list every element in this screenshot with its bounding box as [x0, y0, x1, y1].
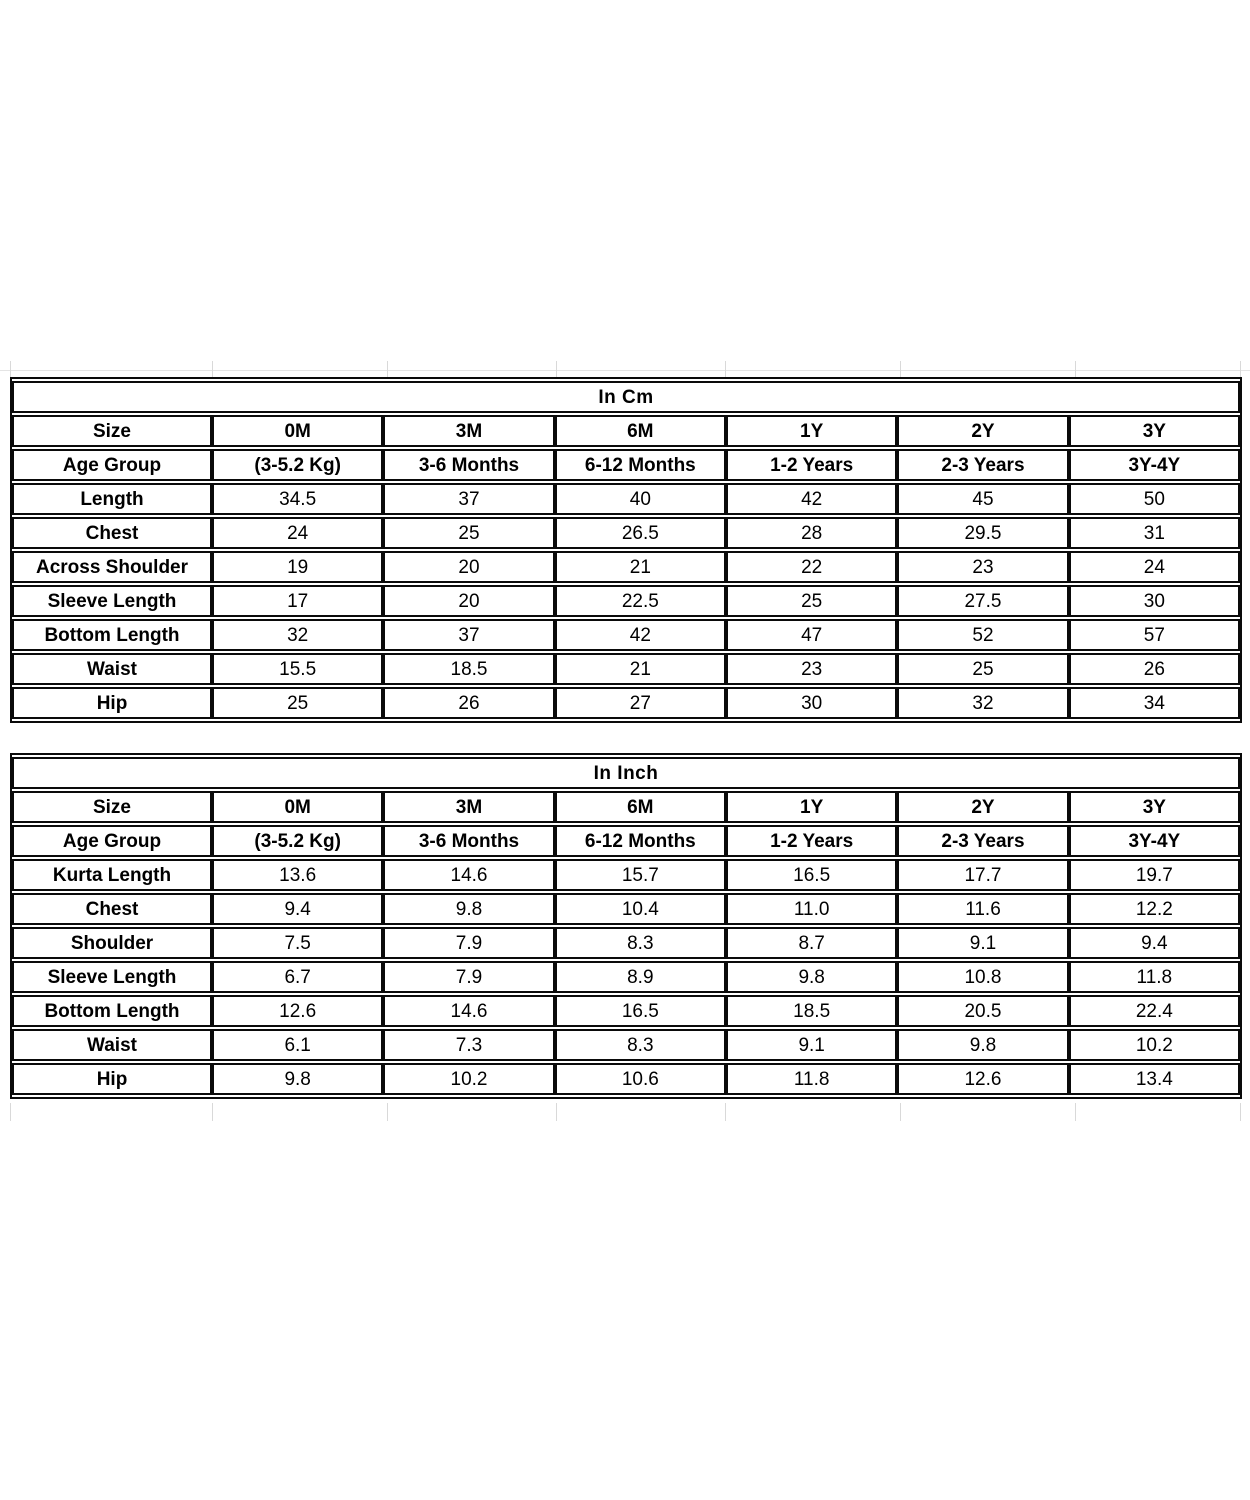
- measurement-value: 10.2: [383, 1063, 554, 1095]
- inch-table-title: In Inch: [12, 757, 1240, 789]
- size-column-header: 0M: [212, 791, 383, 823]
- measurement-value: 9.4: [212, 893, 383, 925]
- measurement-value: 13.6: [212, 859, 383, 891]
- measurement-row: [12, 961, 1240, 993]
- measurement-value: 6.7: [212, 961, 383, 993]
- age-group-column-header: 6-12 Months: [555, 825, 726, 857]
- size-row-label: Size: [12, 791, 212, 823]
- measurement-value: 22.5: [555, 585, 726, 617]
- age-group-column-header: 3-6 Months: [383, 825, 554, 857]
- measurement-value: 19.7: [1069, 859, 1240, 891]
- size-column-header: 6M: [555, 791, 726, 823]
- measurement-value: 9.4: [1069, 927, 1240, 959]
- measurement-value: 30: [1069, 585, 1240, 617]
- gridline-stub: [900, 1103, 901, 1121]
- inch-size-table: [12, 755, 1240, 1097]
- measurement-value: 50: [1069, 483, 1240, 515]
- measurement-value: 19: [212, 551, 383, 583]
- measurement-value: 25: [212, 687, 383, 719]
- measurement-value: 9.1: [897, 927, 1068, 959]
- measurement-value: 25: [726, 585, 897, 617]
- measurement-value: 8.7: [726, 927, 897, 959]
- measurement-value: 24: [1069, 551, 1240, 583]
- measurement-row: [12, 585, 1240, 617]
- measurement-value: 42: [555, 619, 726, 651]
- measurement-value: 30: [726, 687, 897, 719]
- measurement-label: Chest: [12, 893, 212, 925]
- measurement-value: 37: [383, 619, 554, 651]
- gridline-stub: [387, 361, 388, 377]
- measurement-value: 42: [726, 483, 897, 515]
- title-row: [12, 757, 1240, 789]
- measurement-value: 10.8: [897, 961, 1068, 993]
- gridline-stub: [556, 361, 557, 377]
- measurement-value: 10.2: [1069, 1029, 1240, 1061]
- measurement-row: [12, 653, 1240, 685]
- age-group-column-header: 2-3 Years: [897, 449, 1068, 481]
- measurement-value: 15.7: [555, 859, 726, 891]
- measurement-row: [12, 995, 1240, 1027]
- measurement-value: 11.6: [897, 893, 1068, 925]
- measurement-row: [12, 1029, 1240, 1061]
- measurement-value: 12.6: [897, 1063, 1068, 1095]
- size-column-header: 3M: [383, 415, 554, 447]
- measurement-value: 22.4: [1069, 995, 1240, 1027]
- age-group-row-label: Age Group: [12, 449, 212, 481]
- gridline-stub: [725, 1103, 726, 1121]
- title-row: [12, 381, 1240, 413]
- measurement-value: 34.5: [212, 483, 383, 515]
- cm-table-title: In Cm: [12, 381, 1240, 413]
- measurement-value: 7.9: [383, 961, 554, 993]
- measurement-value: 37: [383, 483, 554, 515]
- measurement-value: 14.6: [383, 995, 554, 1027]
- measurement-value: 31: [1069, 517, 1240, 549]
- measurement-label: Chest: [12, 517, 212, 549]
- measurement-label: Sleeve Length: [12, 961, 212, 993]
- measurement-value: 21: [555, 551, 726, 583]
- measurement-value: 10.4: [555, 893, 726, 925]
- age-group-header-row: [12, 449, 1240, 481]
- measurement-value: 17: [212, 585, 383, 617]
- measurement-value: 16.5: [555, 995, 726, 1027]
- age-group-column-header: 2-3 Years: [897, 825, 1068, 857]
- measurement-value: 29.5: [897, 517, 1068, 549]
- age-group-column-header: 1-2 Years: [726, 825, 897, 857]
- measurement-value: 52: [897, 619, 1068, 651]
- age-group-column-header: (3-5.2 Kg): [212, 825, 383, 857]
- gridline-stub: [1075, 361, 1076, 377]
- age-group-row-label: Age Group: [12, 825, 212, 857]
- measurement-label: Bottom Length: [12, 995, 212, 1027]
- measurement-value: 11.0: [726, 893, 897, 925]
- measurement-value: 40: [555, 483, 726, 515]
- age-group-column-header: 3Y-4Y: [1069, 449, 1240, 481]
- measurement-value: 18.5: [726, 995, 897, 1027]
- gridline-stub: [900, 361, 901, 377]
- size-column-header: 1Y: [726, 791, 897, 823]
- measurement-value: 11.8: [726, 1063, 897, 1095]
- measurement-value: 9.8: [383, 893, 554, 925]
- gridline-stub: [387, 1103, 388, 1121]
- measurement-value: 57: [1069, 619, 1240, 651]
- measurement-value: 22: [726, 551, 897, 583]
- size-column-header: 6M: [555, 415, 726, 447]
- measurement-row: [12, 1063, 1240, 1095]
- measurement-value: 12.6: [212, 995, 383, 1027]
- measurement-value: 13.4: [1069, 1063, 1240, 1095]
- measurement-value: 7.5: [212, 927, 383, 959]
- measurement-value: 45: [897, 483, 1068, 515]
- gridline-stub: [1240, 1103, 1241, 1121]
- measurement-row: [12, 517, 1240, 549]
- measurement-value: 25: [897, 653, 1068, 685]
- measurement-label: Hip: [12, 1063, 212, 1095]
- measurement-value: 15.5: [212, 653, 383, 685]
- size-column-header: 2Y: [897, 415, 1068, 447]
- size-header-row: [12, 791, 1240, 823]
- age-group-header-row: [12, 825, 1240, 857]
- measurement-value: 20.5: [897, 995, 1068, 1027]
- measurement-value: 7.9: [383, 927, 554, 959]
- measurement-value: 20: [383, 551, 554, 583]
- measurement-row: [12, 619, 1240, 651]
- size-column-header: 3M: [383, 791, 554, 823]
- measurement-value: 7.3: [383, 1029, 554, 1061]
- measurement-label: Waist: [12, 653, 212, 685]
- measurement-value: 34: [1069, 687, 1240, 719]
- cm-size-table-container: [10, 377, 1242, 723]
- measurement-value: 32: [897, 687, 1068, 719]
- measurement-value: 26.5: [555, 517, 726, 549]
- size-column-header: 0M: [212, 415, 383, 447]
- gridline-stub: [212, 1103, 213, 1121]
- measurement-value: 10.6: [555, 1063, 726, 1095]
- measurement-value: 24: [212, 517, 383, 549]
- measurement-value: 8.3: [555, 1029, 726, 1061]
- age-group-column-header: (3-5.2 Kg): [212, 449, 383, 481]
- age-group-column-header: 3Y-4Y: [1069, 825, 1240, 857]
- size-column-header: 2Y: [897, 791, 1068, 823]
- age-group-column-header: 6-12 Months: [555, 449, 726, 481]
- measurement-value: 28: [726, 517, 897, 549]
- measurement-value: 27.5: [897, 585, 1068, 617]
- measurement-label: Bottom Length: [12, 619, 212, 651]
- measurement-value: 26: [1069, 653, 1240, 685]
- measurement-value: 23: [726, 653, 897, 685]
- gridline-stub: [212, 361, 213, 377]
- measurement-value: 16.5: [726, 859, 897, 891]
- measurement-row: [12, 687, 1240, 719]
- measurement-value: 12.2: [1069, 893, 1240, 925]
- age-group-column-header: 3-6 Months: [383, 449, 554, 481]
- measurement-value: 6.1: [212, 1029, 383, 1061]
- gridline-stub: [10, 361, 11, 377]
- measurement-value: 27: [555, 687, 726, 719]
- measurement-row: [12, 483, 1240, 515]
- gridline-stub: [1075, 1103, 1076, 1121]
- measurement-value: 9.1: [726, 1029, 897, 1061]
- measurement-label: Hip: [12, 687, 212, 719]
- size-column-header: 3Y: [1069, 791, 1240, 823]
- measurement-row: [12, 893, 1240, 925]
- measurement-row: [12, 859, 1240, 891]
- size-column-header: 3Y: [1069, 415, 1240, 447]
- measurement-value: 23: [897, 551, 1068, 583]
- size-row-label: Size: [12, 415, 212, 447]
- measurement-value: 9.8: [726, 961, 897, 993]
- age-group-column-header: 1-2 Years: [726, 449, 897, 481]
- measurement-value: 11.8: [1069, 961, 1240, 993]
- gridline-stub: [725, 361, 726, 377]
- measurement-label: Sleeve Length: [12, 585, 212, 617]
- measurement-value: 32: [212, 619, 383, 651]
- measurement-value: 17.7: [897, 859, 1068, 891]
- measurement-label: Across Shoulder: [12, 551, 212, 583]
- gridline-stub: [1240, 361, 1241, 377]
- measurement-value: 8.9: [555, 961, 726, 993]
- gridline-stub: [10, 1103, 11, 1121]
- inch-size-table-container: [10, 753, 1242, 1099]
- measurement-value: 14.6: [383, 859, 554, 891]
- measurement-value: 8.3: [555, 927, 726, 959]
- gridline-horizontal-top: [0, 370, 1250, 371]
- measurement-value: 47: [726, 619, 897, 651]
- measurement-value: 9.8: [897, 1029, 1068, 1061]
- size-column-header: 1Y: [726, 415, 897, 447]
- measurement-value: 18.5: [383, 653, 554, 685]
- cm-size-table: [12, 379, 1240, 721]
- gridline-stub: [556, 1103, 557, 1121]
- measurement-label: Waist: [12, 1029, 212, 1061]
- measurement-value: 9.8: [212, 1063, 383, 1095]
- measurement-value: 25: [383, 517, 554, 549]
- measurement-row: [12, 927, 1240, 959]
- measurement-label: Shoulder: [12, 927, 212, 959]
- measurement-row: [12, 551, 1240, 583]
- measurement-label: Length: [12, 483, 212, 515]
- measurement-value: 21: [555, 653, 726, 685]
- measurement-label: Kurta Length: [12, 859, 212, 891]
- measurement-value: 26: [383, 687, 554, 719]
- size-header-row: [12, 415, 1240, 447]
- measurement-value: 20: [383, 585, 554, 617]
